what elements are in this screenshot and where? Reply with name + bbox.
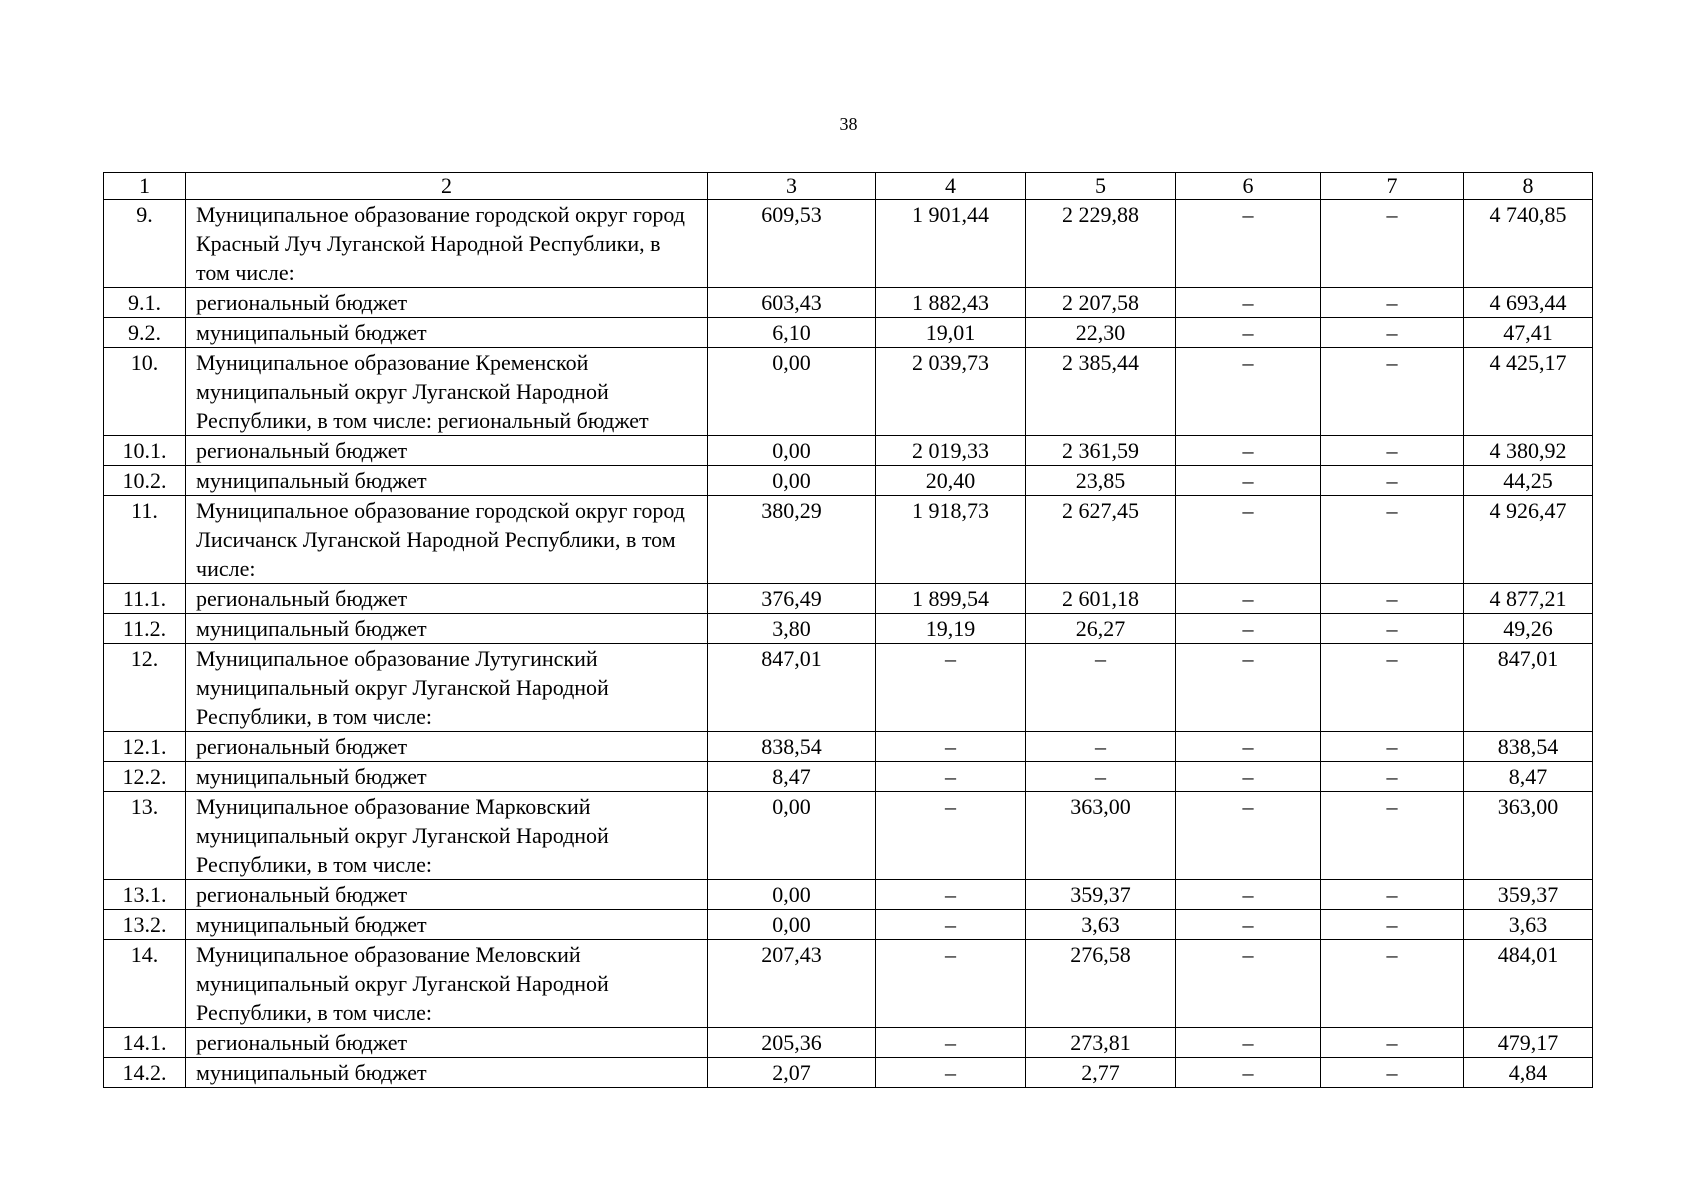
row-name: региональный бюджет	[186, 584, 708, 614]
total-value: 847,01	[1464, 644, 1593, 732]
table-row	[104, 792, 1593, 880]
table-row	[104, 436, 1593, 466]
col-5-value: 22,30	[1026, 318, 1176, 348]
budget-table	[103, 172, 1593, 1088]
col-5-value: 2 229,88	[1026, 200, 1176, 288]
total-value: 4 425,17	[1464, 348, 1593, 436]
col-3-value: 838,54	[708, 732, 876, 762]
col-6-value: –	[1176, 910, 1321, 940]
col-4-value: 2 039,73	[876, 348, 1026, 436]
col-5-value: 2 627,45	[1026, 496, 1176, 584]
col-5-value: 359,37	[1026, 880, 1176, 910]
total-value: 44,25	[1464, 466, 1593, 496]
row-number: 9.	[104, 200, 186, 288]
col-5-value: 2 207,58	[1026, 288, 1176, 318]
col-4-value: 1 901,44	[876, 200, 1026, 288]
col-5-value: 3,63	[1026, 910, 1176, 940]
col-3-value: 3,80	[708, 614, 876, 644]
row-number: 10.1.	[104, 436, 186, 466]
row-name: региональный бюджет	[186, 436, 708, 466]
header-cell: 7	[1321, 173, 1464, 200]
col-6-value: –	[1176, 584, 1321, 614]
col-6-value: –	[1176, 792, 1321, 880]
total-value: 4 926,47	[1464, 496, 1593, 584]
row-name: Муниципальное образование Лутугинский муниципальный округ Луганской Народной Республики, в том числе:	[186, 644, 708, 732]
col-6-value: –	[1176, 466, 1321, 496]
col-4-value: 1 918,73	[876, 496, 1026, 584]
row-name: муниципальный бюджет	[186, 762, 708, 792]
total-value: 4 693,44	[1464, 288, 1593, 318]
row-number: 14.1.	[104, 1028, 186, 1058]
col-6-value: –	[1176, 732, 1321, 762]
table-row	[104, 466, 1593, 496]
col-3-value: 6,10	[708, 318, 876, 348]
col-4-value: –	[876, 762, 1026, 792]
row-name: региональный бюджет	[186, 880, 708, 910]
table-row	[104, 584, 1593, 614]
header-cell: 4	[876, 173, 1026, 200]
row-name: региональный бюджет	[186, 1028, 708, 1058]
col-7-value: –	[1321, 200, 1464, 288]
col-7-value: –	[1321, 762, 1464, 792]
col-7-value: –	[1321, 318, 1464, 348]
col-3-value: 609,53	[708, 200, 876, 288]
header-cell: 1	[104, 173, 186, 200]
total-value: 4 740,85	[1464, 200, 1593, 288]
total-value: 4 877,21	[1464, 584, 1593, 614]
table-row	[104, 644, 1593, 732]
col-4-value: –	[876, 792, 1026, 880]
row-number: 12.2.	[104, 762, 186, 792]
col-4-value: 19,01	[876, 318, 1026, 348]
table-row	[104, 348, 1593, 436]
row-name: муниципальный бюджет	[186, 910, 708, 940]
col-6-value: –	[1176, 200, 1321, 288]
table-row	[104, 940, 1593, 1028]
col-6-value: –	[1176, 1058, 1321, 1088]
row-number: 12.1.	[104, 732, 186, 762]
row-number: 11.	[104, 496, 186, 584]
col-6-value: –	[1176, 940, 1321, 1028]
col-7-value: –	[1321, 466, 1464, 496]
table-row	[104, 910, 1593, 940]
col-6-value: –	[1176, 1028, 1321, 1058]
col-5-value: 2 385,44	[1026, 348, 1176, 436]
row-name: муниципальный бюджет	[186, 318, 708, 348]
table-row	[104, 288, 1593, 318]
header-cell: 8	[1464, 173, 1593, 200]
col-4-value: –	[876, 880, 1026, 910]
col-3-value: 603,43	[708, 288, 876, 318]
table-row	[104, 732, 1593, 762]
col-7-value: –	[1321, 910, 1464, 940]
col-3-value: 0,00	[708, 880, 876, 910]
col-6-value: –	[1176, 614, 1321, 644]
col-3-value: 376,49	[708, 584, 876, 614]
col-5-value: 273,81	[1026, 1028, 1176, 1058]
col-3-value: 0,00	[708, 792, 876, 880]
row-number: 11.2.	[104, 614, 186, 644]
row-number: 12.	[104, 644, 186, 732]
col-5-value: 363,00	[1026, 792, 1176, 880]
col-7-value: –	[1321, 1028, 1464, 1058]
row-number: 11.1.	[104, 584, 186, 614]
col-6-value: –	[1176, 644, 1321, 732]
col-7-value: –	[1321, 644, 1464, 732]
table-row	[104, 762, 1593, 792]
col-5-value: 26,27	[1026, 614, 1176, 644]
col-6-value: –	[1176, 880, 1321, 910]
col-5-value: 276,58	[1026, 940, 1176, 1028]
total-value: 363,00	[1464, 792, 1593, 880]
row-number: 9.2.	[104, 318, 186, 348]
col-7-value: –	[1321, 940, 1464, 1028]
col-6-value: –	[1176, 496, 1321, 584]
col-6-value: –	[1176, 318, 1321, 348]
col-5-value: 2 601,18	[1026, 584, 1176, 614]
total-value: 838,54	[1464, 732, 1593, 762]
table-row	[104, 1028, 1593, 1058]
col-4-value: –	[876, 644, 1026, 732]
row-name: муниципальный бюджет	[186, 614, 708, 644]
col-5-value: 2,77	[1026, 1058, 1176, 1088]
row-name: Муниципальное образование городской округ город Красный Луч Луганской Народной Республики, в том числе:	[186, 200, 708, 288]
total-value: 4 380,92	[1464, 436, 1593, 466]
row-name: Муниципальное образование Кременской муниципальный округ Луганской Народной Республики, в том числе: региональный бюджет	[186, 348, 708, 436]
col-3-value: 0,00	[708, 348, 876, 436]
col-5-value: –	[1026, 732, 1176, 762]
col-7-value: –	[1321, 732, 1464, 762]
col-6-value: –	[1176, 288, 1321, 318]
col-5-value: 23,85	[1026, 466, 1176, 496]
col-3-value: 380,29	[708, 496, 876, 584]
header-row	[104, 173, 1593, 200]
col-4-value: –	[876, 732, 1026, 762]
col-3-value: 2,07	[708, 1058, 876, 1088]
col-3-value: 847,01	[708, 644, 876, 732]
row-number: 14.2.	[104, 1058, 186, 1088]
row-name: муниципальный бюджет	[186, 466, 708, 496]
col-4-value: –	[876, 1058, 1026, 1088]
col-6-value: –	[1176, 348, 1321, 436]
col-6-value: –	[1176, 762, 1321, 792]
row-name: Муниципальное образование Меловский муниципальный округ Луганской Народной Республики, в том числе:	[186, 940, 708, 1028]
col-4-value: 2 019,33	[876, 436, 1026, 466]
col-3-value: 205,36	[708, 1028, 876, 1058]
header-cell: 2	[186, 173, 708, 200]
table-row	[104, 496, 1593, 584]
col-3-value: 207,43	[708, 940, 876, 1028]
header-cell: 3	[708, 173, 876, 200]
col-7-value: –	[1321, 880, 1464, 910]
row-number: 13.2.	[104, 910, 186, 940]
col-4-value: 1 899,54	[876, 584, 1026, 614]
header-cell: 5	[1026, 173, 1176, 200]
row-name: региональный бюджет	[186, 288, 708, 318]
col-7-value: –	[1321, 1058, 1464, 1088]
col-7-value: –	[1321, 792, 1464, 880]
row-number: 9.1.	[104, 288, 186, 318]
total-value: 8,47	[1464, 762, 1593, 792]
col-3-value: 0,00	[708, 436, 876, 466]
col-4-value: –	[876, 940, 1026, 1028]
col-4-value: –	[876, 910, 1026, 940]
col-4-value: –	[876, 1028, 1026, 1058]
row-number: 13.1.	[104, 880, 186, 910]
table-row	[104, 318, 1593, 348]
col-5-value: –	[1026, 762, 1176, 792]
col-4-value: 19,19	[876, 614, 1026, 644]
col-7-value: –	[1321, 584, 1464, 614]
table-row	[104, 880, 1593, 910]
total-value: 479,17	[1464, 1028, 1593, 1058]
col-7-value: –	[1321, 496, 1464, 584]
col-4-value: 1 882,43	[876, 288, 1026, 318]
col-7-value: –	[1321, 288, 1464, 318]
col-6-value: –	[1176, 436, 1321, 466]
col-7-value: –	[1321, 348, 1464, 436]
total-value: 484,01	[1464, 940, 1593, 1028]
row-name: Муниципальное образование Марковский муниципальный округ Луганской Народной Республики, в том числе:	[186, 792, 708, 880]
row-name: муниципальный бюджет	[186, 1058, 708, 1088]
total-value: 359,37	[1464, 880, 1593, 910]
total-value: 47,41	[1464, 318, 1593, 348]
total-value: 3,63	[1464, 910, 1593, 940]
header-cell: 6	[1176, 173, 1321, 200]
col-7-value: –	[1321, 614, 1464, 644]
page-number: 38	[839, 114, 858, 134]
table-row	[104, 1058, 1593, 1088]
row-name: региональный бюджет	[186, 732, 708, 762]
col-3-value: 8,47	[708, 762, 876, 792]
total-value: 49,26	[1464, 614, 1593, 644]
col-4-value: 20,40	[876, 466, 1026, 496]
col-3-value: 0,00	[708, 910, 876, 940]
col-5-value: –	[1026, 644, 1176, 732]
row-name: Муниципальное образование городской округ город Лисичанск Луганской Народной Республики, в том числе:	[186, 496, 708, 584]
row-number: 13.	[104, 792, 186, 880]
row-number: 10.	[104, 348, 186, 436]
table-row	[104, 200, 1593, 288]
col-3-value: 0,00	[708, 466, 876, 496]
col-7-value: –	[1321, 436, 1464, 466]
row-number: 10.2.	[104, 466, 186, 496]
total-value: 4,84	[1464, 1058, 1593, 1088]
col-5-value: 2 361,59	[1026, 436, 1176, 466]
table-row	[104, 614, 1593, 644]
row-number: 14.	[104, 940, 186, 1028]
